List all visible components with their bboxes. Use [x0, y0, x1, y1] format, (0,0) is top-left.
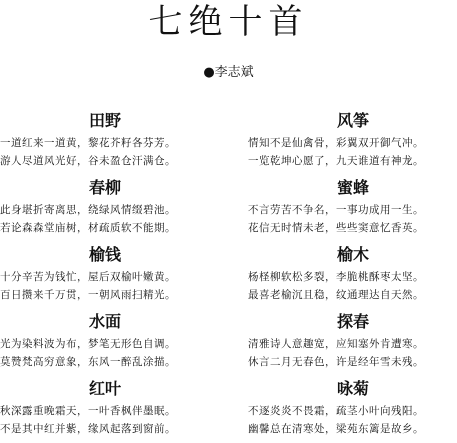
poem-title: 榆钱 — [88, 245, 121, 264]
poem — [0, 309, 210, 376]
poem-line: 一览乾坤心愿了，九天谁道有神龙。 — [248, 155, 424, 167]
poem-line: 休言二月无春色，许是经年雪未残。 — [248, 356, 424, 368]
poem-line: 幽馨总在清寒处，梁苑东篱是故乡。 — [248, 423, 424, 435]
poem — [0, 376, 210, 443]
poem-title: 田野 — [88, 111, 121, 130]
poem-line: 光为染料波为布，梦笔无形色自调。 — [0, 338, 176, 350]
poem — [0, 108, 210, 175]
left-column — [0, 108, 210, 443]
poem-title: 风筝 — [336, 111, 369, 130]
poem-title: 咏菊 — [336, 379, 369, 398]
poem — [248, 309, 457, 376]
poem-line: 此身堪折寄离思，绕绿风情缀碧池。 — [0, 204, 176, 216]
poem-line: 秋深露重晚霜天，一叶香枫伴墨眠。 — [0, 405, 176, 417]
poem-line: 百日攒来千万贯，一朝风雨扫精光。 — [0, 289, 176, 301]
poem — [0, 242, 210, 309]
poem-line: 十分辛苦为钱忙，屋后双榆叶嫩黄。 — [0, 271, 176, 283]
poem-title: 水面 — [88, 312, 121, 331]
poem-line: 花信无时情未老，些些窦意忆香英。 — [248, 222, 424, 234]
author-byline: ●李志斌 — [203, 65, 254, 80]
poem-line: 莫赞梵高穷意象，东风一醉乱涂描。 — [0, 356, 176, 368]
poem-title: 探春 — [336, 312, 369, 331]
poem-line: 清雅诗人意趣宽，应知塞外肯遭寒。 — [248, 338, 424, 350]
poem — [248, 108, 457, 175]
poem-line: 情知不是仙禽骨，彩翼双开御气冲。 — [248, 137, 424, 149]
poem-title: 红叶 — [88, 379, 121, 398]
poem-line: 不言劳苦不争名，一事功成用一生。 — [248, 204, 424, 216]
poem — [248, 376, 457, 443]
poem-line: 不逐炎炎不畏霜，疏茎小叶向残阳。 — [248, 405, 424, 417]
poem-line: 游人尽道风光好，谷未盈仓汗满仓。 — [0, 155, 176, 167]
poem-title: 榆木 — [336, 245, 369, 264]
poem-title: 春柳 — [88, 178, 121, 197]
poem-title: 蜜蜂 — [336, 178, 369, 197]
poem-line: 不是其中红并紫，缘风起落到窗前。 — [0, 423, 176, 435]
poem — [248, 242, 457, 309]
poem — [248, 175, 457, 242]
right-column — [248, 108, 457, 443]
page-title: 七绝十首 — [148, 2, 309, 42]
poem — [0, 175, 210, 242]
poem-line: 杨柽柳软松多裂，李脆桃酥枣太坚。 — [248, 271, 424, 283]
poem-line: 一道红来一道黄，黎花芥籽各芬芳。 — [0, 137, 176, 149]
poem-line: 若论森森堂庙树，材疏质软不能期。 — [0, 222, 176, 234]
poem-line: 最喜老榆沉且稳，纹通理达自天然。 — [248, 289, 424, 301]
